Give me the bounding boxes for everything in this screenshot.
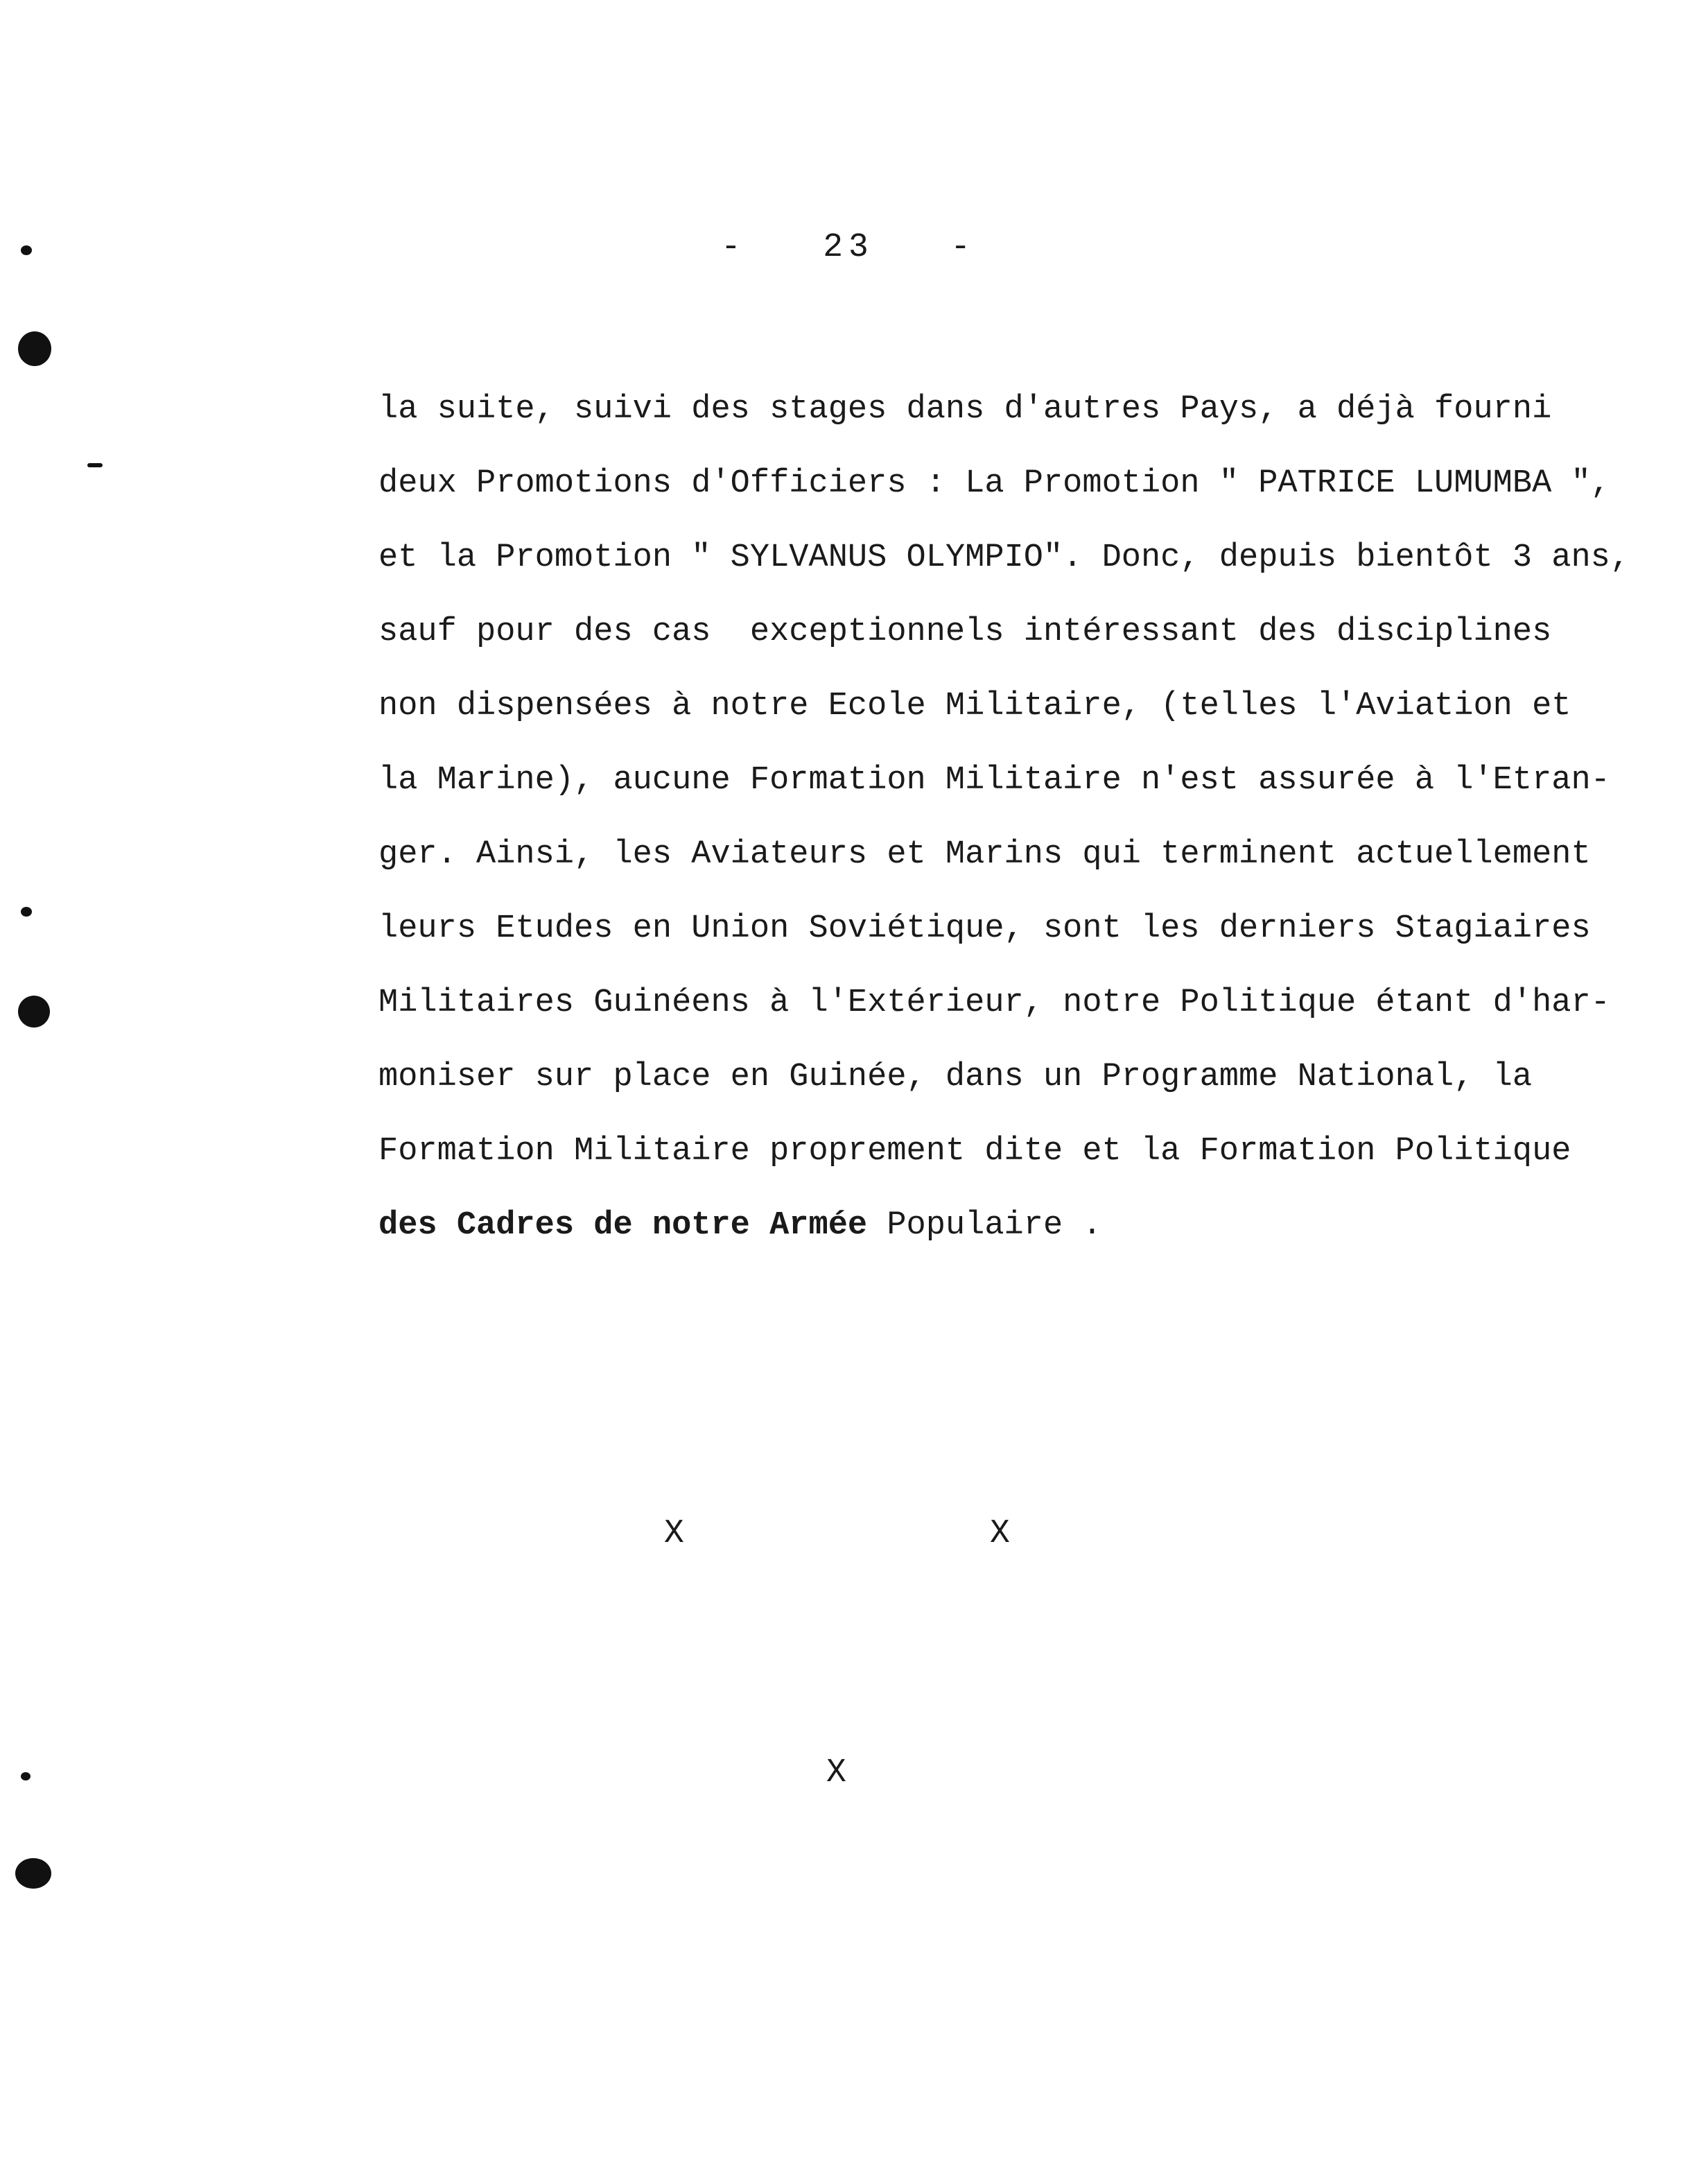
text-line: la Marine), aucune Formation Militaire n'est assurée à l'Etran-	[378, 762, 1610, 799]
ink-speck	[87, 463, 103, 467]
punch-hole	[18, 331, 51, 366]
text-line: Militaires Guinéens à l'Extérieur, notre Politique étant d'har-	[378, 985, 1610, 1021]
text-line: la suite, suivi des stages dans d'autres Pays, a déjà fourni	[378, 391, 1552, 428]
text-line: sauf pour des cas exceptionnels intéressant des disciplines	[378, 614, 1552, 650]
text-line: et la Promotion " SYLVANUS OLYMPIO". Donc, depuis bientôt 3 ans,	[378, 539, 1630, 576]
text-line: moniser sur place en Guinée, dans un Programme National, la	[378, 1059, 1533, 1095]
section-separator-mark: X	[826, 1754, 846, 1792]
body-paragraph	[378, 383, 1696, 1274]
section-separator-mark: X	[990, 1515, 1010, 1552]
section-separator-mark: X	[664, 1515, 684, 1552]
punch-hole	[21, 245, 32, 255]
text-line: ger. Ainsi, les Aviateurs et Marins qui terminent actuellement	[378, 836, 1591, 873]
text-line: deux Promotions d'Officiers : La Promotion " PATRICE LUMUMBA ",	[378, 465, 1610, 502]
text-line-end: Populaire .	[867, 1207, 1102, 1244]
text-line-last	[378, 1199, 1696, 1274]
bold-phrase: des Cadres de notre Armée	[378, 1207, 868, 1244]
text-line: Formation Militaire proprement dite et la Formation Politique	[378, 1133, 1571, 1170]
punch-hole	[18, 996, 50, 1028]
punch-hole	[21, 1772, 31, 1780]
page-number: - 23 -	[721, 229, 977, 266]
text-line: non dispensées à notre Ecole Militaire, (telles l'Aviation et	[378, 688, 1571, 725]
text-line: leurs Etudes en Union Soviétique, sont les derniers Stagiaires	[378, 910, 1591, 947]
punch-hole	[21, 907, 32, 917]
punch-hole	[15, 1858, 51, 1889]
